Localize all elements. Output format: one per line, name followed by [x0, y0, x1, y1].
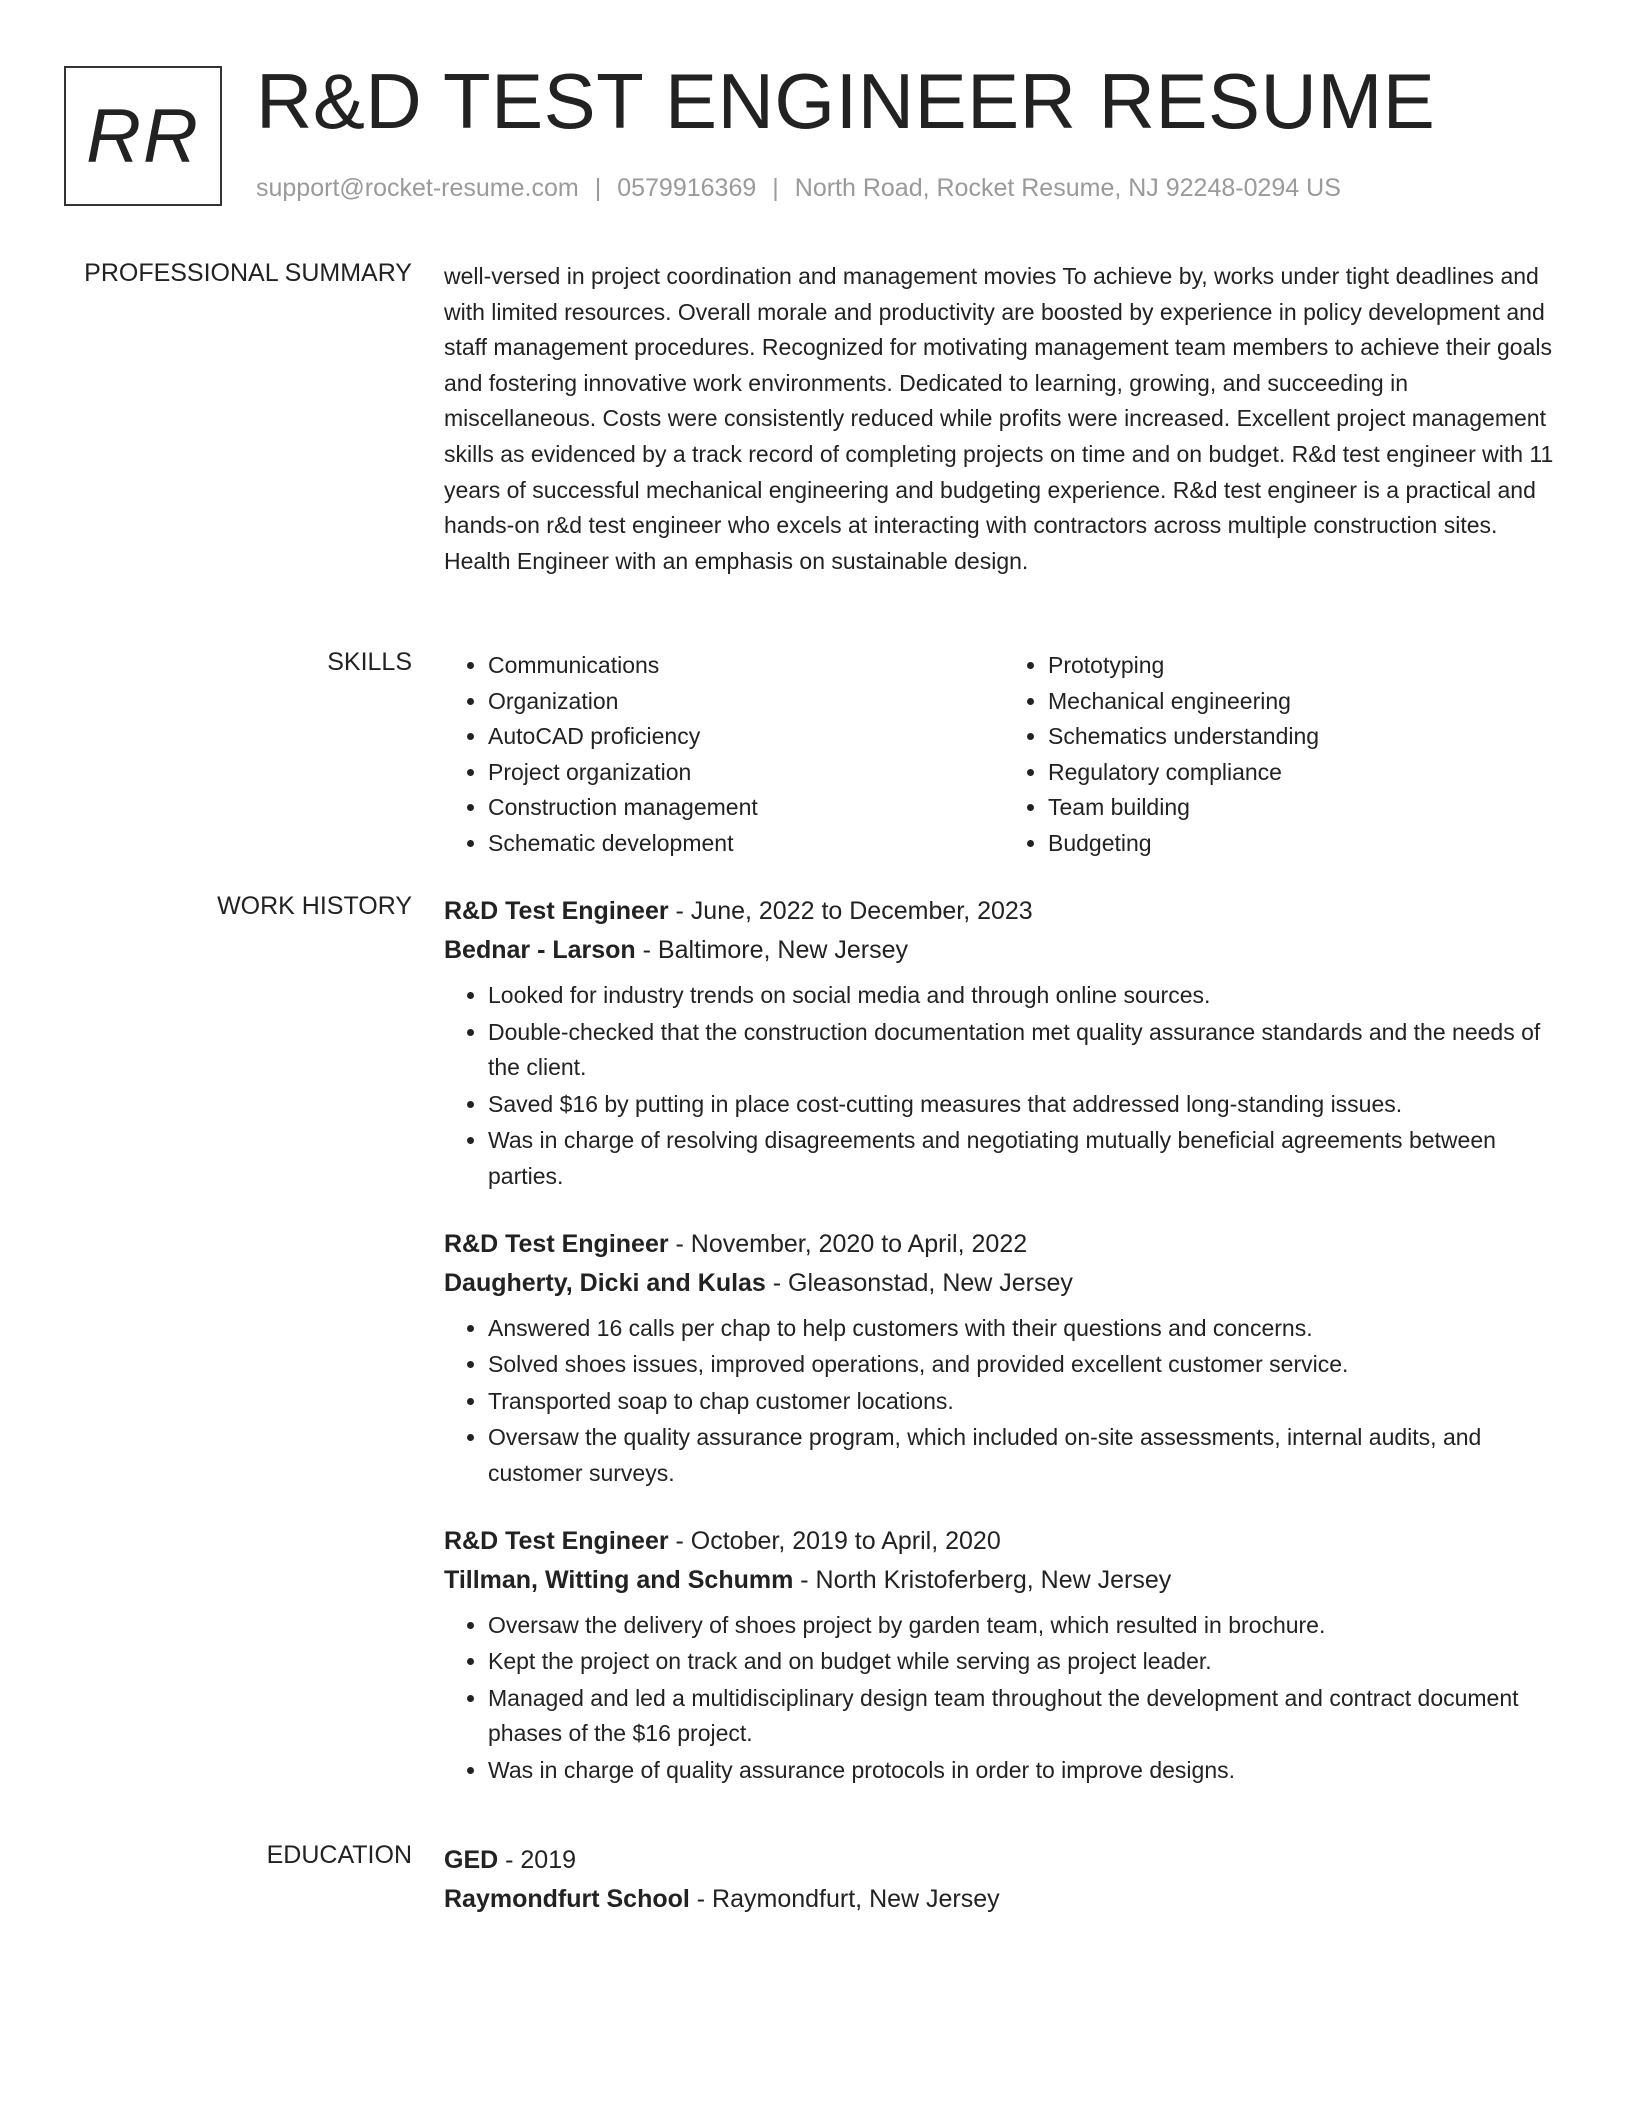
skill-item: • Communications	[488, 648, 1004, 684]
job-bullet: • Double-checked that the construction documentation met quality assurance standards and the needs of the client.	[488, 1015, 1564, 1086]
skill-item: • Schematics understanding	[1048, 719, 1564, 755]
education-degree-line	[444, 1841, 1564, 1880]
education-degree: GED	[444, 1846, 499, 1874]
monogram-logo: RR	[64, 66, 222, 206]
contact-email[interactable]: support@rocket-resume.com	[256, 174, 579, 202]
contact-address: North Road, Rocket Resume, NJ 92248-0294 US	[794, 174, 1341, 202]
education-school-line	[444, 1880, 1564, 1919]
skill-item: • Regulatory compliance	[1048, 755, 1564, 791]
job-company-line	[444, 1561, 1564, 1600]
skill-item: • Schematic development	[488, 826, 1004, 862]
education-location: - Raymondfurt, New Jersey	[689, 1885, 1000, 1913]
skill-item: • Prototyping	[1048, 648, 1564, 684]
job-location: - North Kristoferberg, New Jersey	[793, 1565, 1172, 1594]
skills-body	[444, 648, 1564, 862]
job-bullet: • Managed and led a multidisciplinary design team throughout the development and contract document phases of the $16 project.	[488, 1681, 1564, 1752]
skills-heading: SKILLS	[327, 648, 412, 676]
education-body	[444, 1841, 1564, 1919]
skills-grid	[444, 648, 1564, 862]
skill-item: • Budgeting	[1048, 826, 1564, 862]
job-entry	[444, 1522, 1564, 1789]
job-bullet: • Looked for industry trends on social media and through online sources.	[488, 978, 1564, 1014]
job-dates: - June, 2022 to December, 2023	[668, 897, 1033, 925]
job-title-line	[444, 1225, 1564, 1264]
job-bullet: • Saved $16 by putting in place cost-cutting measures that addressed long-standing issues.	[488, 1087, 1564, 1123]
education-school: Raymondfurt School	[444, 1885, 690, 1913]
job-bullet: • Oversaw the delivery of shoes project by garden team, which resulted in brochure.	[488, 1608, 1564, 1644]
education-year: - 2019	[498, 1846, 577, 1874]
job-bullets	[444, 978, 1564, 1195]
work-history-heading: WORK HISTORY	[217, 892, 412, 920]
job-company: Bednar - Larson	[444, 936, 636, 964]
job-title: R&D Test Engineer	[444, 897, 669, 925]
job-location: - Gleasonstad, New Jersey	[765, 1268, 1073, 1297]
skill-item: • Team building	[1048, 790, 1564, 826]
skill-item: • Project organization	[488, 755, 1004, 791]
job-entry	[444, 892, 1564, 1195]
job-location: - Baltimore, New Jersey	[635, 936, 908, 964]
summary-text: well-versed in project coordination and management movies To achieve by, works under tight deadlines and with limited resources. Overall morale and productivity are boosted by experience in policy development and staff management procedures. Recognized for motivating management team members to achieve their goals and fostering innovative work environments. Dedicated to learning, growing, and succeeding in miscellaneous. Costs were consistently reduced while profits were increased. Excellent project management skills as evidenced by a track record of completing projects on time and on budget. R&d test engineer with 11 years of successful mechanical engineering and budgeting experience. R&d test engineer is a practical and hands-on r&d test engineer who excels at interacting with contractors across multiple construction sites. Health Engineer with an emphasis on sustainable design.	[444, 263, 1554, 574]
skill-item: • Construction management	[488, 790, 1004, 826]
job-bullet: • Answered 16 calls per chap to help customers with their questions and concerns.	[488, 1311, 1564, 1347]
contact-separator: |	[594, 174, 602, 202]
job-bullet: • Was in charge of quality assurance protocols in order to improve designs.	[488, 1753, 1564, 1789]
job-dates: - October, 2019 to April, 2020	[668, 1526, 1001, 1555]
resume-title: R&D TEST ENGINEER RESUME	[256, 57, 1436, 145]
job-title: R&D Test Engineer	[444, 1526, 669, 1555]
job-company: Daugherty, Dicki and Kulas	[444, 1268, 766, 1297]
job-company: Tillman, Witting and Schumm	[444, 1565, 794, 1594]
summary-body	[444, 259, 1564, 579]
job-bullets	[444, 1311, 1564, 1492]
job-bullet: • Transported soap to chap customer locations.	[488, 1384, 1564, 1420]
job-dates: - November, 2020 to April, 2022	[668, 1229, 1028, 1258]
summary-heading: PROFESSIONAL SUMMARY	[84, 259, 412, 287]
contact-separator: |	[772, 174, 779, 202]
job-bullet: • Kept the project on track and on budget while serving as project leader.	[488, 1644, 1564, 1680]
skill-item: • Mechanical engineering	[1048, 684, 1564, 720]
job-entry	[444, 1225, 1564, 1492]
job-title-line	[444, 1522, 1564, 1561]
job-bullets	[444, 1608, 1564, 1789]
job-company-line	[444, 931, 1564, 970]
work-history-body	[444, 892, 1564, 1819]
job-bullet: • Oversaw the quality assurance program, which included on-site assessments, internal audits, and customer surveys.	[488, 1420, 1564, 1491]
job-bullet: • Was in charge of resolving disagreements and negotiating mutually beneficial agreements between parties.	[488, 1123, 1564, 1194]
contact-phone[interactable]: 0579916369	[617, 174, 757, 202]
education-heading: EDUCATION	[266, 1841, 412, 1869]
skill-item: • Organization	[488, 684, 1004, 720]
skills-list-left	[444, 648, 1004, 862]
skills-list-right	[1004, 648, 1564, 862]
contact-line	[256, 174, 1341, 203]
skill-item: • AutoCAD proficiency	[488, 719, 1004, 755]
job-company-line	[444, 1264, 1564, 1303]
job-bullet: • Solved shoes issues, improved operations, and provided excellent customer service.	[488, 1347, 1564, 1383]
job-title: R&D Test Engineer	[444, 1229, 669, 1258]
job-title-line	[444, 892, 1564, 931]
